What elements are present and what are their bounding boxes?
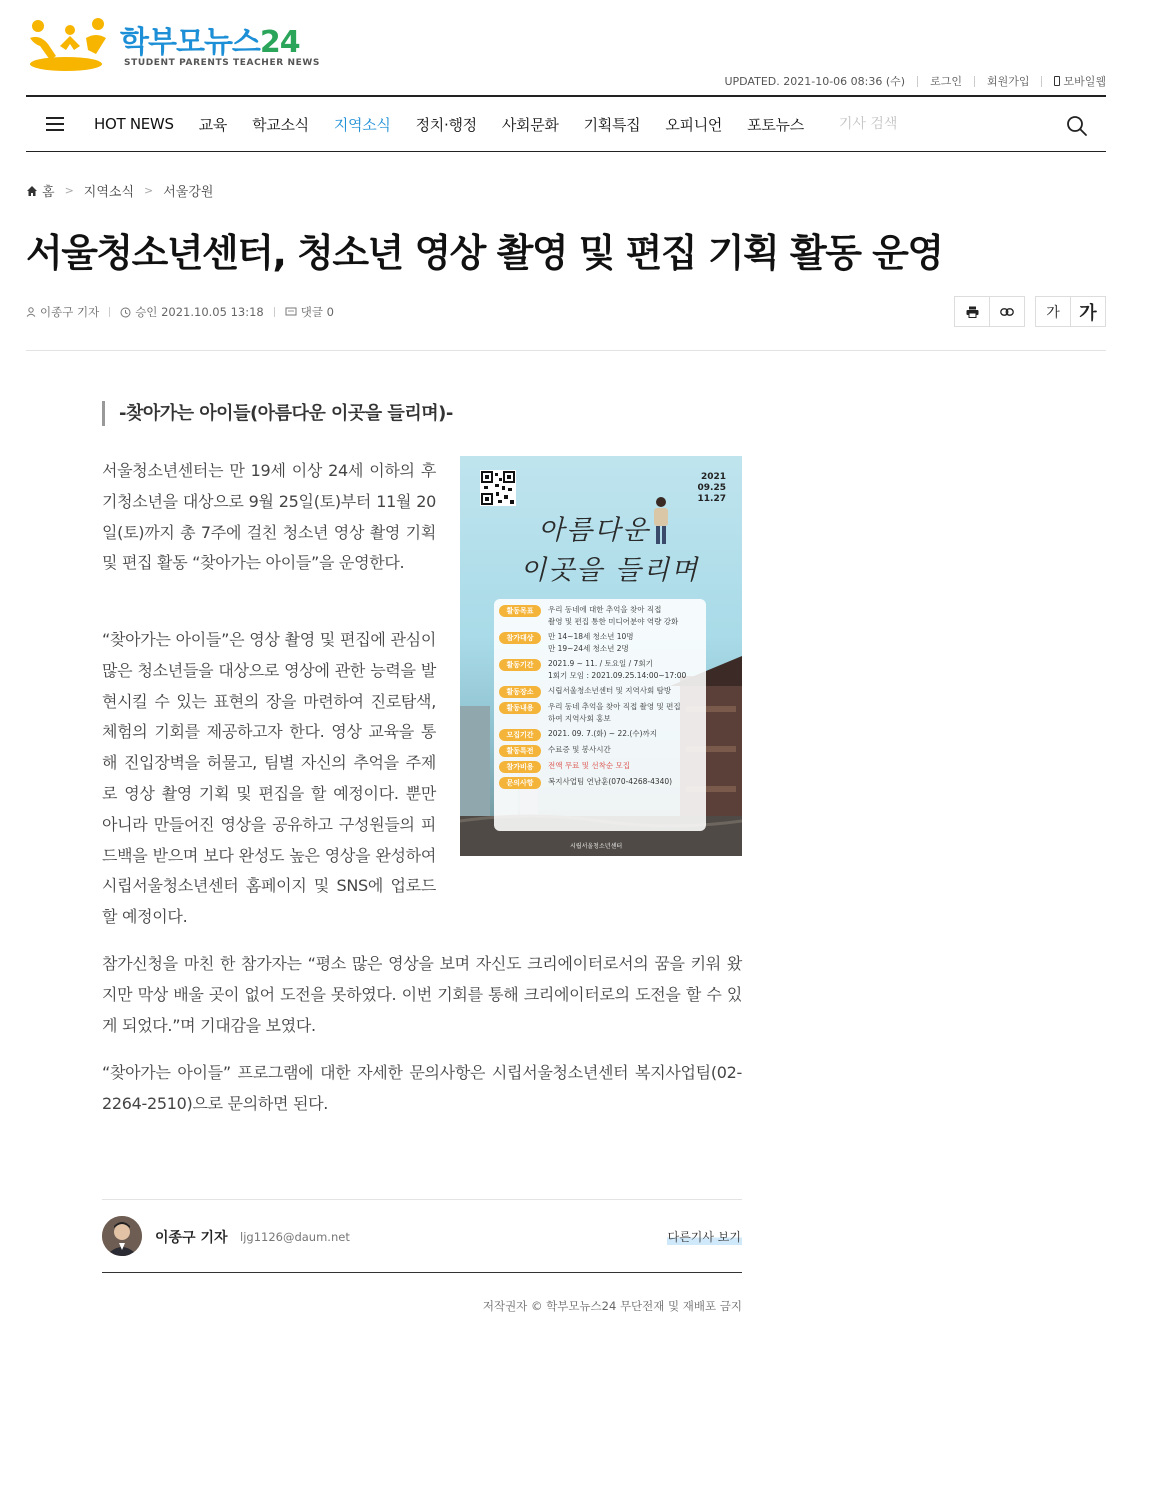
person-illustration [648,496,674,548]
article-poster-image[interactable] [460,456,742,856]
nav-item-school-news[interactable]: 학교소식 [252,115,309,134]
font-size-decrease-button[interactable]: 가 [1035,296,1071,327]
poster-info-card [494,599,706,831]
poster-info-row: 참가대상 만 14~18세 청소년 10명 만 19~24세 청소년 2명 [499,631,701,655]
mobile-web-link[interactable]: 모바일웹 [1054,73,1106,89]
article-tools [955,296,1106,327]
author-name: 이종구 기자 [155,1230,228,1246]
poster-info-row: 활동기간 2021.9 ~ 11. / 토요일 / 7회기 1회기 모임 : 2021.09.25.14:00~17:00 [499,658,701,682]
poster-info-row: 활동목표 우리 동네에 대한 추억을 찾아 직접 촬영 및 편집 통한 미디어분야 역량 강화 [499,604,701,628]
poster-dates: 2021 09.25 11.27 [697,472,726,504]
chevron-right-icon: > [144,184,154,197]
logo-figures-icon [26,16,110,72]
poster-title-line2: 이곳을 들리며 [520,555,700,586]
comment-icon [285,307,297,317]
more-articles-link[interactable]: 다른기사 보기 [667,1230,741,1244]
poster-info-row: 문의사항 복지사업팀 연남훈(070-4268-4340) [499,776,701,789]
article-subhead: -찾아가는 아이들(아름다운 이곳을 들리며)- [102,401,453,426]
signup-link[interactable]: 회원가입 [986,75,1030,88]
poster-info-row: 활동장소 시립서울청소년센터 및 지역사회 탐방 [499,685,701,698]
author-email[interactable]: ljg1126@daum.net [240,1230,350,1244]
breadcrumb-subsection[interactable]: 서울강원 [163,185,214,200]
nav-item-politics[interactable]: 정치·행정 [415,115,477,134]
nav-item-features[interactable]: 기획특집 [583,115,641,134]
divider [109,307,110,317]
logo-tagline: STUDENT PARENTS TEACHER NEWS [124,58,320,68]
breadcrumb [26,181,213,200]
article-paragraph: 서울청소년센터는 만 19세 이상 24세 이하의 후기청소년을 대상으로 9월 25일(토)부터 11월 20일(토)까지 총 7주에 걸친 청소년 영상 촬영 기획 및 편집 활동 “찾아가는 아이들”을 운영한다. [102,461,436,573]
breadcrumb-section[interactable]: 지역소식 [83,185,135,200]
copy-link-button[interactable] [989,296,1025,327]
byline-comments[interactable]: 댓글 0 [300,305,334,319]
nav-item-education[interactable]: 교육 [198,115,228,134]
breadcrumb-home[interactable]: 홈 [42,185,55,200]
print-icon [966,306,979,318]
nav-item-opinion[interactable]: 오피니언 [665,115,723,134]
article-paragraph: 참가신청을 마친 한 참가자는 “평소 많은 영상을 보며 자신도 크리에이터로서의 꿈을 키워 왔지만 막상 배울 곳이 없어 도전을 못하였다. 이번 기회를 통해 크리에이터로의 도전을 할 수 있게 되었다.”며 기대감을 보였다. [102,954,742,1035]
article-paragraph: “찾아가는 아이들”은 영상 촬영 및 편집에 관심이 많은 청소년들을 대상으로 영상에 관한 능력을 발현시킬 수 있는 표현의 장을 마련하여 진로탐색, 체험의 기회를 제공하고자 한다. 영상 교육을 통해 진입장벽을 허물고, 팀별 자신의 추억을 주제로 영상 촬영 기획 및 편집을 할 예정이다. 뿐만 아니라 만들어진 영상을 공유하고 구성원들의 피드백을 받으며 보다 완성도 높은 영상을 완성하여 시립서울청소년센터 홈페이지 및 SNS에 업로드 할 예정이다. [102,630,436,927]
site-logo[interactable] [26,14,326,74]
poster-info-row: 활동내용 우리 동네 추억을 찾아 직접 촬영 및 편집 하여 지역사회 홍보 [499,701,701,725]
login-link[interactable]: 로그인 [930,75,962,88]
clock-icon [120,307,131,318]
divider [1041,76,1042,87]
poster-footer: 시립서울청소년센터 [570,843,623,850]
logo-title: 학부모뉴스24 [120,25,300,60]
search-icon[interactable] [1066,115,1088,137]
poster-info-row: 참가비용 전액 무료 및 선착순 모집 [499,760,701,773]
article-byline [26,304,334,320]
divider [917,76,918,87]
main-navigation [26,95,1106,152]
byline-author: 이종구 기자 [40,305,100,319]
user-icon [26,307,36,317]
font-size-increase-button[interactable]: 가 [1070,296,1106,327]
top-meta-bar [724,73,1106,89]
copyright-notice: 저작권자 © 학부모뉴스24 무단전재 및 재배포 금지 [482,1299,742,1313]
search-input[interactable] [839,116,959,132]
article-paragraph: “찾아가는 아이들” 프로그램에 대한 자세한 문의사항은 시립서울청소년센터 복지사업팀(02-2264-2510)으로 문의하면 된다. [102,1063,742,1113]
nav-item-society-culture[interactable]: 사회문화 [501,115,559,134]
poster-info-row: 활동특전 수료증 및 봉사시간 [499,744,701,757]
article-title: 서울청소년센터, 청소년 영상 촬영 및 편집 기획 활동 운영 [26,231,943,275]
author-photo-icon [102,1216,142,1256]
author-avatar [102,1216,142,1256]
poster-title-line1: 아름다운 [538,515,651,546]
chevron-right-icon: > [64,184,74,197]
divider [974,76,975,87]
divider [26,350,1106,351]
updated-timestamp: UPDATED. 2021-10-06 08:36 (수) [724,75,906,88]
mobile-phone-icon [1054,76,1060,86]
qr-code-icon [480,470,516,506]
byline-approved-date: 승인 2021.10.05 13:18 [135,305,264,319]
nav-item-photo-news[interactable]: 포토뉴스 [747,115,804,134]
print-button[interactable] [954,296,990,327]
divider [102,1199,742,1200]
nav-item-local-news[interactable]: 지역소식 [333,115,391,134]
poster-info-row: 모집기간 2021. 09. 7.(화) ~ 22.(수)까지 [499,728,701,741]
divider [274,307,275,317]
link-icon [1000,308,1014,316]
menu-icon[interactable] [46,117,64,131]
divider [102,1272,742,1273]
nav-item-hot-news[interactable]: HOT NEWS [94,115,174,133]
home-icon [26,185,38,197]
